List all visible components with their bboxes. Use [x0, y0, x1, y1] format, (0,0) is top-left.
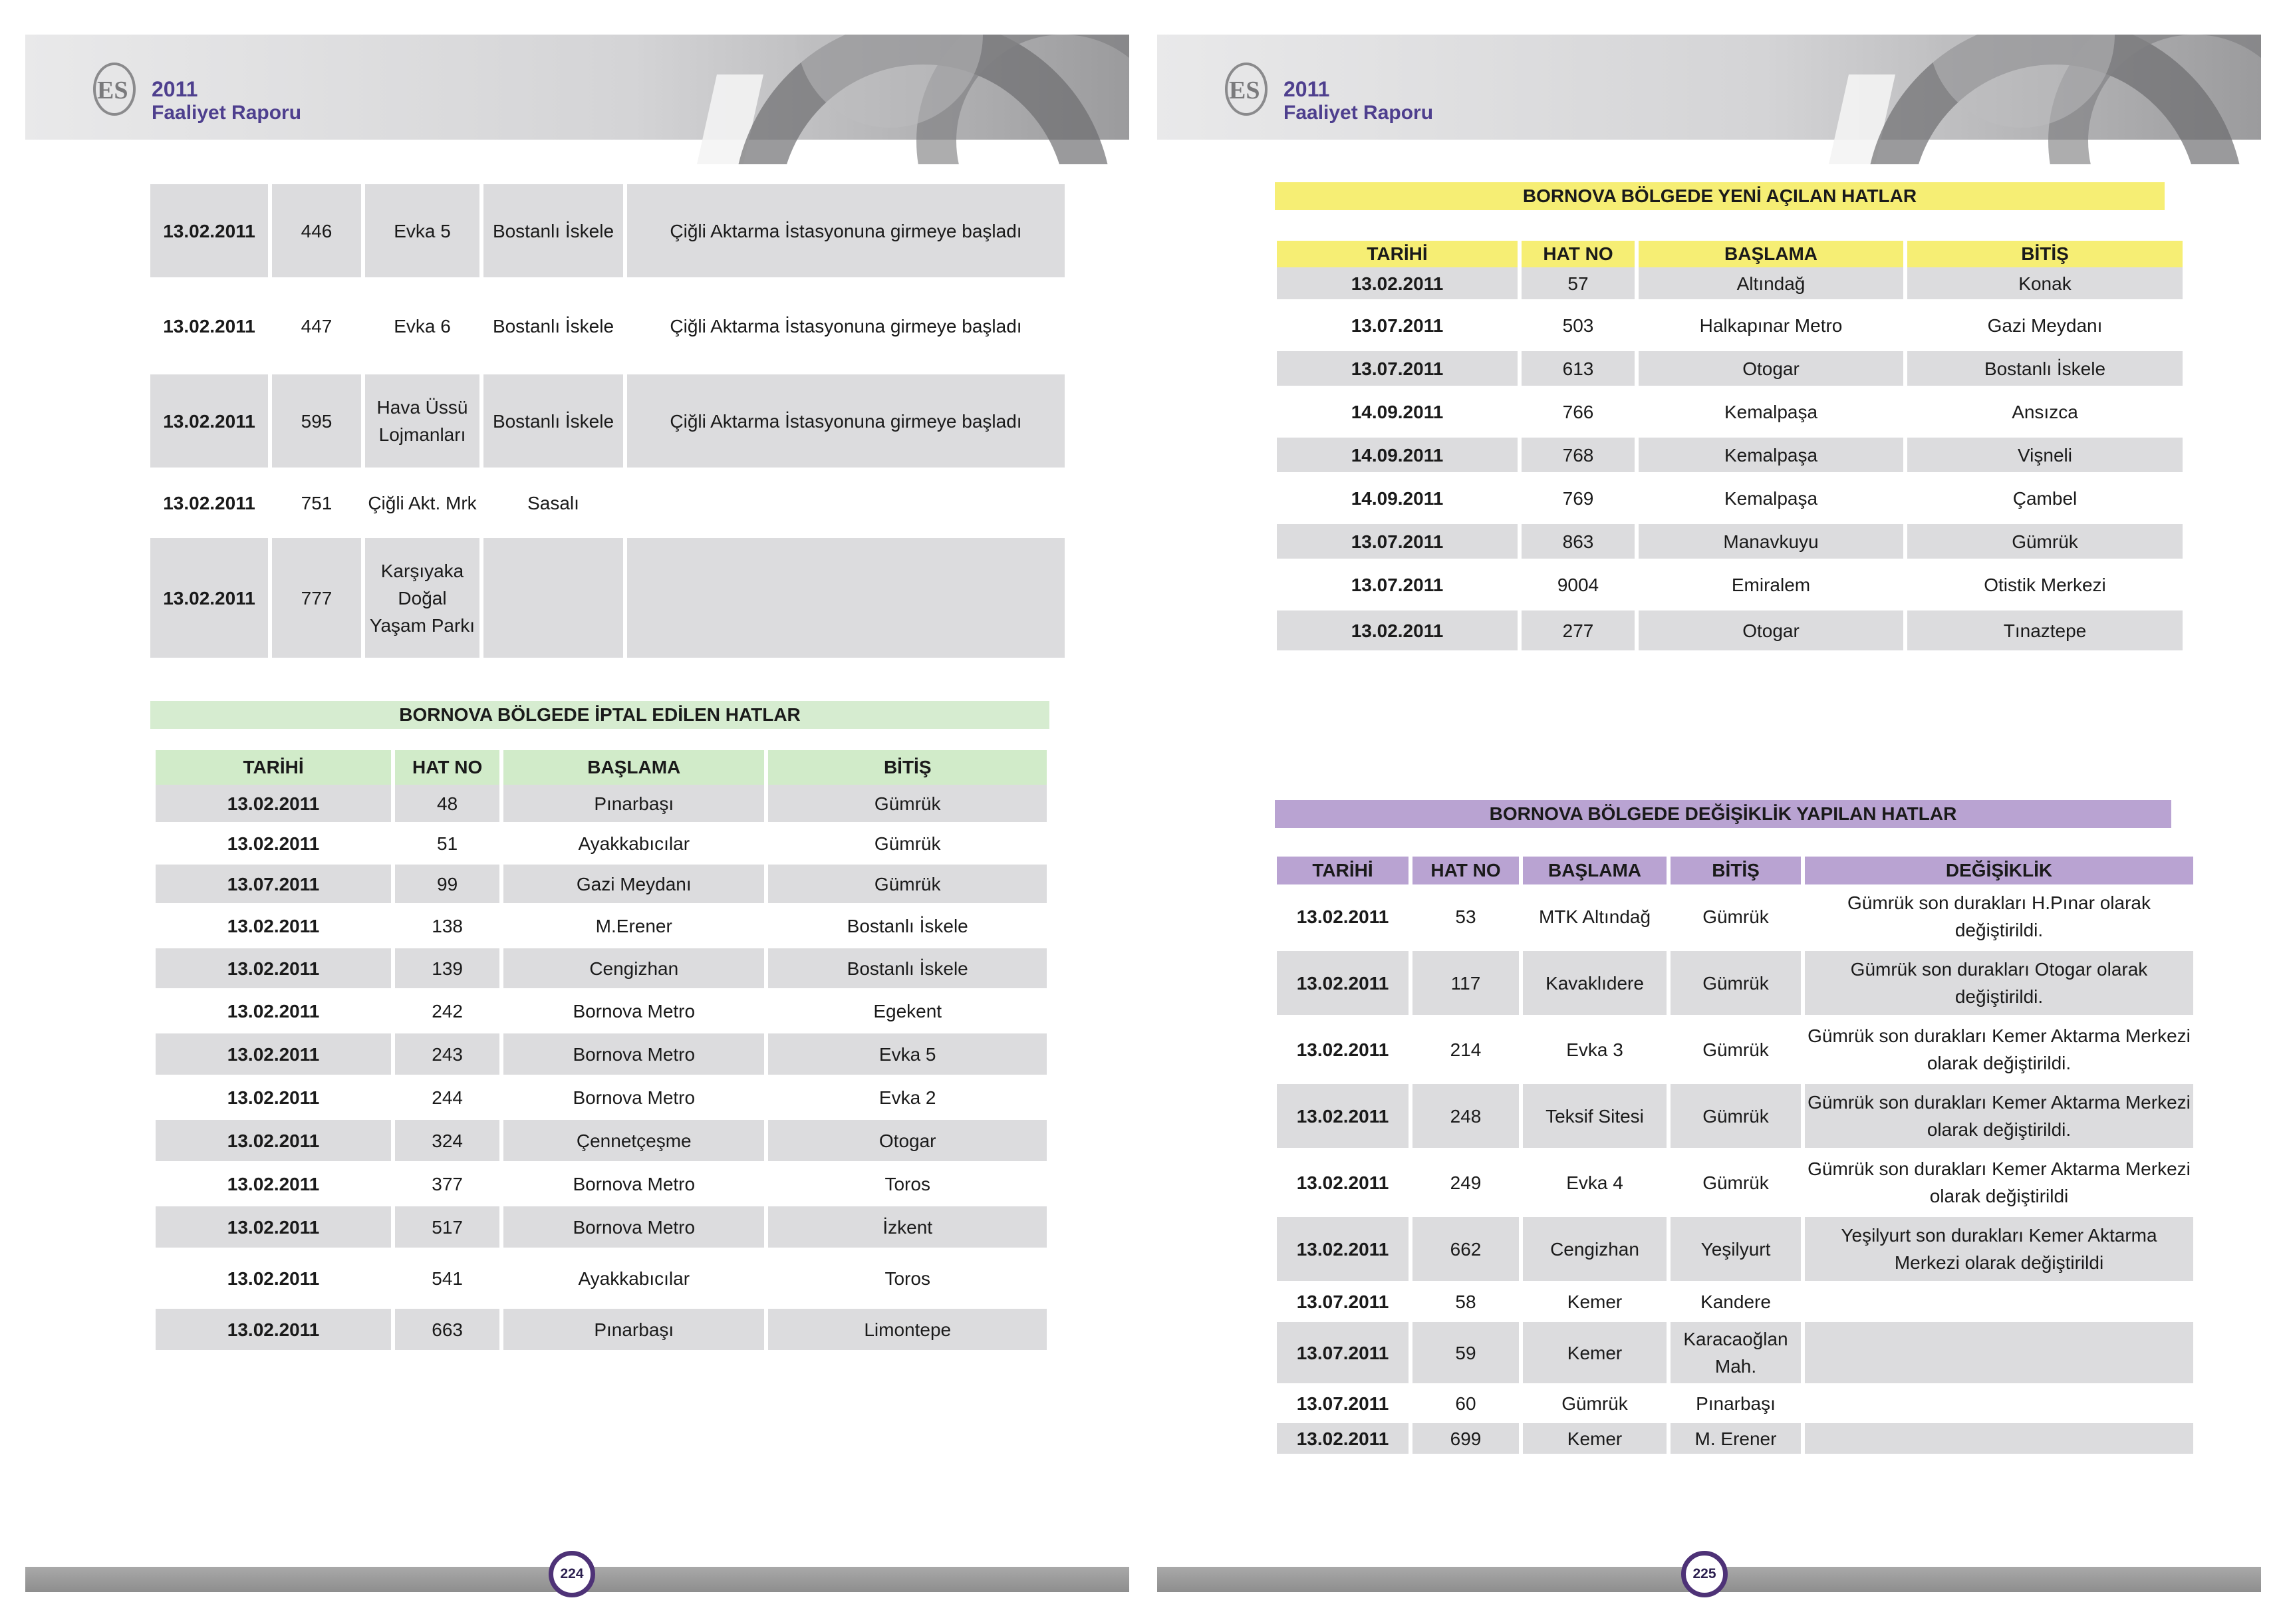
- line-number-cell: 277: [1522, 610, 1635, 652]
- page-224: [25, 35, 1129, 1601]
- start-stop-cell: Kemer: [1523, 1322, 1667, 1386]
- table-row: [1277, 388, 2183, 438]
- change-cell: Gümrük son durakları Kemer Aktarma Merkezi olarak değiştirildi.: [1805, 1084, 2193, 1150]
- column-header: BAŞLAMA: [503, 750, 764, 785]
- opened-lines-title: BORNOVA BÖLGEDE YENİ AÇILAN HATLAR: [1275, 182, 2165, 210]
- start-stop-cell: Bornova Metro: [503, 1163, 764, 1206]
- end-stop-cell: Pınarbaşı: [1671, 1386, 1801, 1423]
- column-header: TARİHİ: [1277, 241, 1518, 267]
- end-stop-cell: Evka 5: [768, 1033, 1047, 1077]
- end-stop-cell: Bostanlı İskele: [768, 948, 1047, 990]
- table-row: [1277, 610, 2183, 652]
- note-cell: Çiğli Aktarma İstasyonuna girmeye başladı: [627, 279, 1065, 374]
- date-cell: 13.07.2011: [1277, 561, 1518, 610]
- table-row: [156, 1163, 1047, 1206]
- column-header: TARİHİ: [1277, 857, 1409, 884]
- table-row: [1277, 1322, 2193, 1386]
- start-stop-cell: Otogar: [1639, 351, 1903, 388]
- table-row: [1277, 438, 2183, 474]
- column-header: BİTİŞ: [1907, 241, 2183, 267]
- cancelled-header-row: [156, 750, 1047, 785]
- table-row: [150, 374, 1065, 470]
- report-title: [1283, 77, 1456, 125]
- date-cell: 13.02.2011: [150, 184, 268, 279]
- table-row: [156, 990, 1047, 1033]
- end-stop-cell: Çambel: [1907, 474, 2183, 524]
- end-stop-cell: Vişneli: [1907, 438, 2183, 474]
- table-row: [156, 865, 1047, 905]
- cancelled-lines-body: [156, 785, 1047, 1352]
- line-number-cell: 447: [272, 279, 361, 374]
- start-stop-cell: Pınarbaşı: [503, 785, 764, 824]
- end-stop-cell: Bostanlı İskele: [1907, 351, 2183, 388]
- line-number-cell: 99: [395, 865, 499, 905]
- opened-lines-body: [1277, 267, 2183, 652]
- date-cell: 13.07.2011: [1277, 301, 1518, 351]
- table-row: [1277, 524, 2183, 561]
- table-row: [156, 824, 1047, 865]
- end-stop-cell: Limontepe: [768, 1309, 1047, 1352]
- line-number-cell: 249: [1412, 1150, 1519, 1217]
- date-cell: 13.02.2011: [156, 1077, 391, 1120]
- start-stop-cell: Emiralem: [1639, 561, 1903, 610]
- table-row: [150, 184, 1065, 279]
- table-row: [1277, 1150, 2193, 1217]
- start-stop-cell: Ayakkabıcılar: [503, 1250, 764, 1309]
- line-number-cell: 613: [1522, 351, 1635, 388]
- table-row: [150, 470, 1065, 538]
- line-number-cell: 768: [1522, 438, 1635, 474]
- table-row: [1277, 267, 2183, 301]
- line-number-cell: 139: [395, 948, 499, 990]
- start-stop-cell: Teksif Sitesi: [1523, 1084, 1667, 1150]
- start-stop-cell: Gümrük: [1523, 1386, 1667, 1423]
- start-stop-cell: Evka 5: [365, 184, 479, 279]
- end-stop-cell: Toros: [768, 1250, 1047, 1309]
- end-stop-cell: Bostanlı İskele: [483, 279, 623, 374]
- date-cell: 13.02.2011: [1277, 1423, 1409, 1456]
- line-number-cell: 244: [395, 1077, 499, 1120]
- table-row: [156, 1309, 1047, 1352]
- date-cell: 13.02.2011: [1277, 1150, 1409, 1217]
- end-stop-cell: Yeşilyurt: [1671, 1217, 1801, 1284]
- change-cell: Gümrük son durakları H.Pınar olarak değiştirildi.: [1805, 884, 2193, 951]
- line-number-cell: 541: [395, 1250, 499, 1309]
- start-stop-cell: Bornova Metro: [503, 1077, 764, 1120]
- end-stop-cell: Bostanlı İskele: [768, 905, 1047, 948]
- change-cell: [1805, 1284, 2193, 1322]
- start-stop-cell: Çiğli Akt. Mrk: [365, 470, 479, 538]
- start-stop-cell: Evka 3: [1523, 1017, 1667, 1084]
- change-cell: Gümrük son durakları Kemer Aktarma Merkezi olarak değiştirildi: [1805, 1150, 2193, 1217]
- start-stop-cell: Kemalpaşa: [1639, 388, 1903, 438]
- end-stop-cell: Bostanlı İskele: [483, 184, 623, 279]
- column-header: TARİHİ: [156, 750, 391, 785]
- line-number-cell: 248: [1412, 1084, 1519, 1150]
- change-cell: Gümrük son durakları Kemer Aktarma Merkezi olarak değiştirildi.: [1805, 1017, 2193, 1084]
- column-header: HAT NO: [395, 750, 499, 785]
- line-number-cell: 53: [1412, 884, 1519, 951]
- start-stop-cell: Hava Üssü Lojmanları: [365, 374, 479, 470]
- date-cell: 13.02.2011: [156, 1206, 391, 1250]
- end-stop-cell: Otistik Merkezi: [1907, 561, 2183, 610]
- date-cell: 13.02.2011: [150, 374, 268, 470]
- date-cell: 14.09.2011: [1277, 474, 1518, 524]
- start-stop-cell: Kemalpaşa: [1639, 474, 1903, 524]
- note-cell: Çiğli Aktarma İstasyonuna girmeye başladı: [627, 184, 1065, 279]
- date-cell: 13.07.2011: [1277, 1284, 1409, 1322]
- table-row: [1277, 351, 2183, 388]
- table-row: [156, 905, 1047, 948]
- table-row: [1277, 1217, 2193, 1284]
- table-row: [1277, 951, 2193, 1017]
- table-row: [156, 1250, 1047, 1309]
- report-banner: [1157, 35, 2261, 164]
- start-stop-cell: Ayakkabıcılar: [503, 824, 764, 865]
- end-stop-cell: Gümrük: [768, 824, 1047, 865]
- eshot-logo-icon: [1224, 57, 1278, 126]
- start-stop-cell: Cengizhan: [503, 948, 764, 990]
- report-banner: [25, 35, 1129, 164]
- end-stop-cell: Konak: [1907, 267, 2183, 301]
- end-stop-cell: Gümrük: [1907, 524, 2183, 561]
- table-row: [1277, 561, 2183, 610]
- page-225: [1157, 35, 2261, 1601]
- line-number-cell: 57: [1522, 267, 1635, 301]
- line-number-cell: 242: [395, 990, 499, 1033]
- table-row: [156, 1120, 1047, 1163]
- line-number-cell: 503: [1522, 301, 1635, 351]
- start-stop-cell: Manavkuyu: [1639, 524, 1903, 561]
- end-stop-cell: Kandere: [1671, 1284, 1801, 1322]
- date-cell: 13.02.2011: [150, 470, 268, 538]
- date-cell: 13.02.2011: [156, 824, 391, 865]
- start-stop-cell: M.Erener: [503, 905, 764, 948]
- table-row: [1277, 474, 2183, 524]
- end-stop-cell: Otogar: [768, 1120, 1047, 1163]
- changed-lines-title: BORNOVA BÖLGEDE DEĞİŞİKLİK YAPILAN HATLAR: [1275, 800, 2171, 828]
- date-cell: 13.02.2011: [150, 279, 268, 374]
- report-year: 2011: [152, 77, 198, 101]
- change-cell: Yeşilyurt son durakları Kemer Aktarma Merkezi olarak değiştirildi: [1805, 1217, 2193, 1284]
- date-cell: 13.02.2011: [1277, 610, 1518, 652]
- continued-lines-table: [146, 184, 1069, 660]
- end-stop-cell: Gümrük: [1671, 1084, 1801, 1150]
- date-cell: 13.07.2011: [1277, 351, 1518, 388]
- line-number-cell: 663: [395, 1309, 499, 1352]
- date-cell: 13.02.2011: [156, 1163, 391, 1206]
- date-cell: 13.02.2011: [156, 1309, 391, 1352]
- note-cell: [627, 470, 1065, 538]
- report-name: Faaliyet Raporu: [152, 102, 302, 124]
- end-stop-cell: Tınaztepe: [1907, 610, 2183, 652]
- column-header: HAT NO: [1412, 857, 1519, 884]
- line-number-cell: 863: [1522, 524, 1635, 561]
- continued-lines-body: [150, 184, 1065, 660]
- change-cell: [1805, 1322, 2193, 1386]
- changed-header-row: [1277, 857, 2193, 884]
- line-number-cell: 51: [395, 824, 499, 865]
- table-row: [1277, 1084, 2193, 1150]
- line-number-cell: 662: [1412, 1217, 1519, 1284]
- table-row: [1277, 884, 2193, 951]
- end-stop-cell: Gümrük: [1671, 951, 1801, 1017]
- date-cell: 13.02.2011: [156, 905, 391, 948]
- end-stop-cell: İzkent: [768, 1206, 1047, 1250]
- end-stop-cell: Bostanlı İskele: [483, 374, 623, 470]
- start-stop-cell: Pınarbaşı: [503, 1309, 764, 1352]
- start-stop-cell: Çennetçeşme: [503, 1120, 764, 1163]
- date-cell: 13.02.2011: [156, 1033, 391, 1077]
- note-cell: [627, 538, 1065, 660]
- date-cell: 14.09.2011: [1277, 388, 1518, 438]
- line-number-cell: 58: [1412, 1284, 1519, 1322]
- change-cell: Gümrük son durakları Otogar olarak değiştirildi.: [1805, 951, 2193, 1017]
- start-stop-cell: Cengizhan: [1523, 1217, 1667, 1284]
- end-stop-cell: Evka 2: [768, 1077, 1047, 1120]
- table-row: [156, 948, 1047, 990]
- date-cell: 13.02.2011: [156, 785, 391, 824]
- line-number-cell: 446: [272, 184, 361, 279]
- line-number-cell: 751: [272, 470, 361, 538]
- start-stop-cell: Evka 6: [365, 279, 479, 374]
- date-cell: 13.02.2011: [1277, 884, 1409, 951]
- start-stop-cell: Kemer: [1523, 1423, 1667, 1456]
- table-row: [156, 785, 1047, 824]
- line-number-cell: 138: [395, 905, 499, 948]
- report-title: [152, 77, 325, 125]
- change-cell: [1805, 1386, 2193, 1423]
- line-number-cell: 769: [1522, 474, 1635, 524]
- table-row: [156, 1033, 1047, 1077]
- cancelled-lines-table: [152, 750, 1051, 1352]
- end-stop-cell: Gümrük: [1671, 1150, 1801, 1217]
- page-number: 225: [1681, 1551, 1728, 1597]
- changed-lines-body: [1277, 884, 2193, 1456]
- line-number-cell: 595: [272, 374, 361, 470]
- column-header: BAŞLAMA: [1523, 857, 1667, 884]
- date-cell: 13.07.2011: [1277, 1386, 1409, 1423]
- line-number-cell: 699: [1412, 1423, 1519, 1456]
- end-stop-cell: Toros: [768, 1163, 1047, 1206]
- date-cell: 14.09.2011: [1277, 438, 1518, 474]
- column-header: DEĞİŞİKLİK: [1805, 857, 2193, 884]
- table-row: [150, 538, 1065, 660]
- line-number-cell: 243: [395, 1033, 499, 1077]
- end-stop-cell: Gümrük: [1671, 1017, 1801, 1084]
- end-stop-cell: Gümrük: [1671, 884, 1801, 951]
- line-number-cell: 377: [395, 1163, 499, 1206]
- changed-lines-table: [1273, 857, 2197, 1456]
- end-stop-cell: Sasalı: [483, 470, 623, 538]
- opened-header-row: [1277, 241, 2183, 267]
- table-row: [1277, 1386, 2193, 1423]
- line-number-cell: 9004: [1522, 561, 1635, 610]
- date-cell: 13.02.2011: [156, 990, 391, 1033]
- start-stop-cell: Bornova Metro: [503, 1206, 764, 1250]
- start-stop-cell: Kemer: [1523, 1284, 1667, 1322]
- table-row: [156, 1206, 1047, 1250]
- date-cell: 13.02.2011: [1277, 1217, 1409, 1284]
- table-row: [156, 1077, 1047, 1120]
- date-cell: 13.02.2011: [150, 538, 268, 660]
- column-header: BİTİŞ: [1671, 857, 1801, 884]
- table-row: [1277, 1017, 2193, 1084]
- table-row: [1277, 1423, 2193, 1456]
- date-cell: 13.02.2011: [156, 1120, 391, 1163]
- start-stop-cell: Otogar: [1639, 610, 1903, 652]
- date-cell: 13.07.2011: [156, 865, 391, 905]
- date-cell: 13.02.2011: [156, 948, 391, 990]
- end-stop-cell: Egekent: [768, 990, 1047, 1033]
- eshot-logo-icon: [92, 57, 146, 126]
- line-number-cell: 59: [1412, 1322, 1519, 1386]
- report-year: 2011: [1283, 77, 1330, 101]
- start-stop-cell: Bornova Metro: [503, 990, 764, 1033]
- start-stop-cell: Kavaklıdere: [1523, 951, 1667, 1017]
- date-cell: 13.02.2011: [1277, 1084, 1409, 1150]
- page-number: 224: [549, 1551, 595, 1597]
- line-number-cell: 766: [1522, 388, 1635, 438]
- end-stop-cell: Ansızca: [1907, 388, 2183, 438]
- table-row: [150, 279, 1065, 374]
- opened-lines-table: [1273, 241, 2187, 652]
- line-number-cell: 517: [395, 1206, 499, 1250]
- line-number-cell: 777: [272, 538, 361, 660]
- svg-text:ES: ES: [97, 76, 128, 104]
- column-header: BİTİŞ: [768, 750, 1047, 785]
- table-row: [1277, 301, 2183, 351]
- line-number-cell: 60: [1412, 1386, 1519, 1423]
- date-cell: 13.07.2011: [1277, 1322, 1409, 1386]
- start-stop-cell: Evka 4: [1523, 1150, 1667, 1217]
- date-cell: 13.02.2011: [1277, 1017, 1409, 1084]
- line-number-cell: 324: [395, 1120, 499, 1163]
- cancelled-lines-title: BORNOVA BÖLGEDE İPTAL EDİLEN HATLAR: [150, 701, 1049, 729]
- line-number-cell: 117: [1412, 951, 1519, 1017]
- start-stop-cell: Gazi Meydanı: [503, 865, 764, 905]
- column-header: BAŞLAMA: [1639, 241, 1903, 267]
- end-stop-cell: Gümrük: [768, 865, 1047, 905]
- report-name: Faaliyet Raporu: [1283, 102, 1434, 124]
- date-cell: 13.02.2011: [1277, 951, 1409, 1017]
- end-stop-cell: Karacaoğlan Mah.: [1671, 1322, 1801, 1386]
- start-stop-cell: Halkapınar Metro: [1639, 301, 1903, 351]
- line-number-cell: 48: [395, 785, 499, 824]
- start-stop-cell: Bornova Metro: [503, 1033, 764, 1077]
- date-cell: 13.02.2011: [156, 1250, 391, 1309]
- table-row: [1277, 1284, 2193, 1322]
- line-number-cell: 214: [1412, 1017, 1519, 1084]
- start-stop-cell: Karşıyaka Doğal Yaşam Parkı: [365, 538, 479, 660]
- start-stop-cell: Altındağ: [1639, 267, 1903, 301]
- column-header: HAT NO: [1522, 241, 1635, 267]
- note-cell: Çiğli Aktarma İstasyonuna girmeye başladı: [627, 374, 1065, 470]
- svg-text:ES: ES: [1229, 76, 1260, 104]
- start-stop-cell: MTK Altındağ: [1523, 884, 1667, 951]
- date-cell: 13.02.2011: [1277, 267, 1518, 301]
- end-stop-cell: [483, 538, 623, 660]
- change-cell: [1805, 1423, 2193, 1456]
- end-stop-cell: M. Erener: [1671, 1423, 1801, 1456]
- end-stop-cell: Gazi Meydanı: [1907, 301, 2183, 351]
- start-stop-cell: Kemalpaşa: [1639, 438, 1903, 474]
- end-stop-cell: Gümrük: [768, 785, 1047, 824]
- date-cell: 13.07.2011: [1277, 524, 1518, 561]
